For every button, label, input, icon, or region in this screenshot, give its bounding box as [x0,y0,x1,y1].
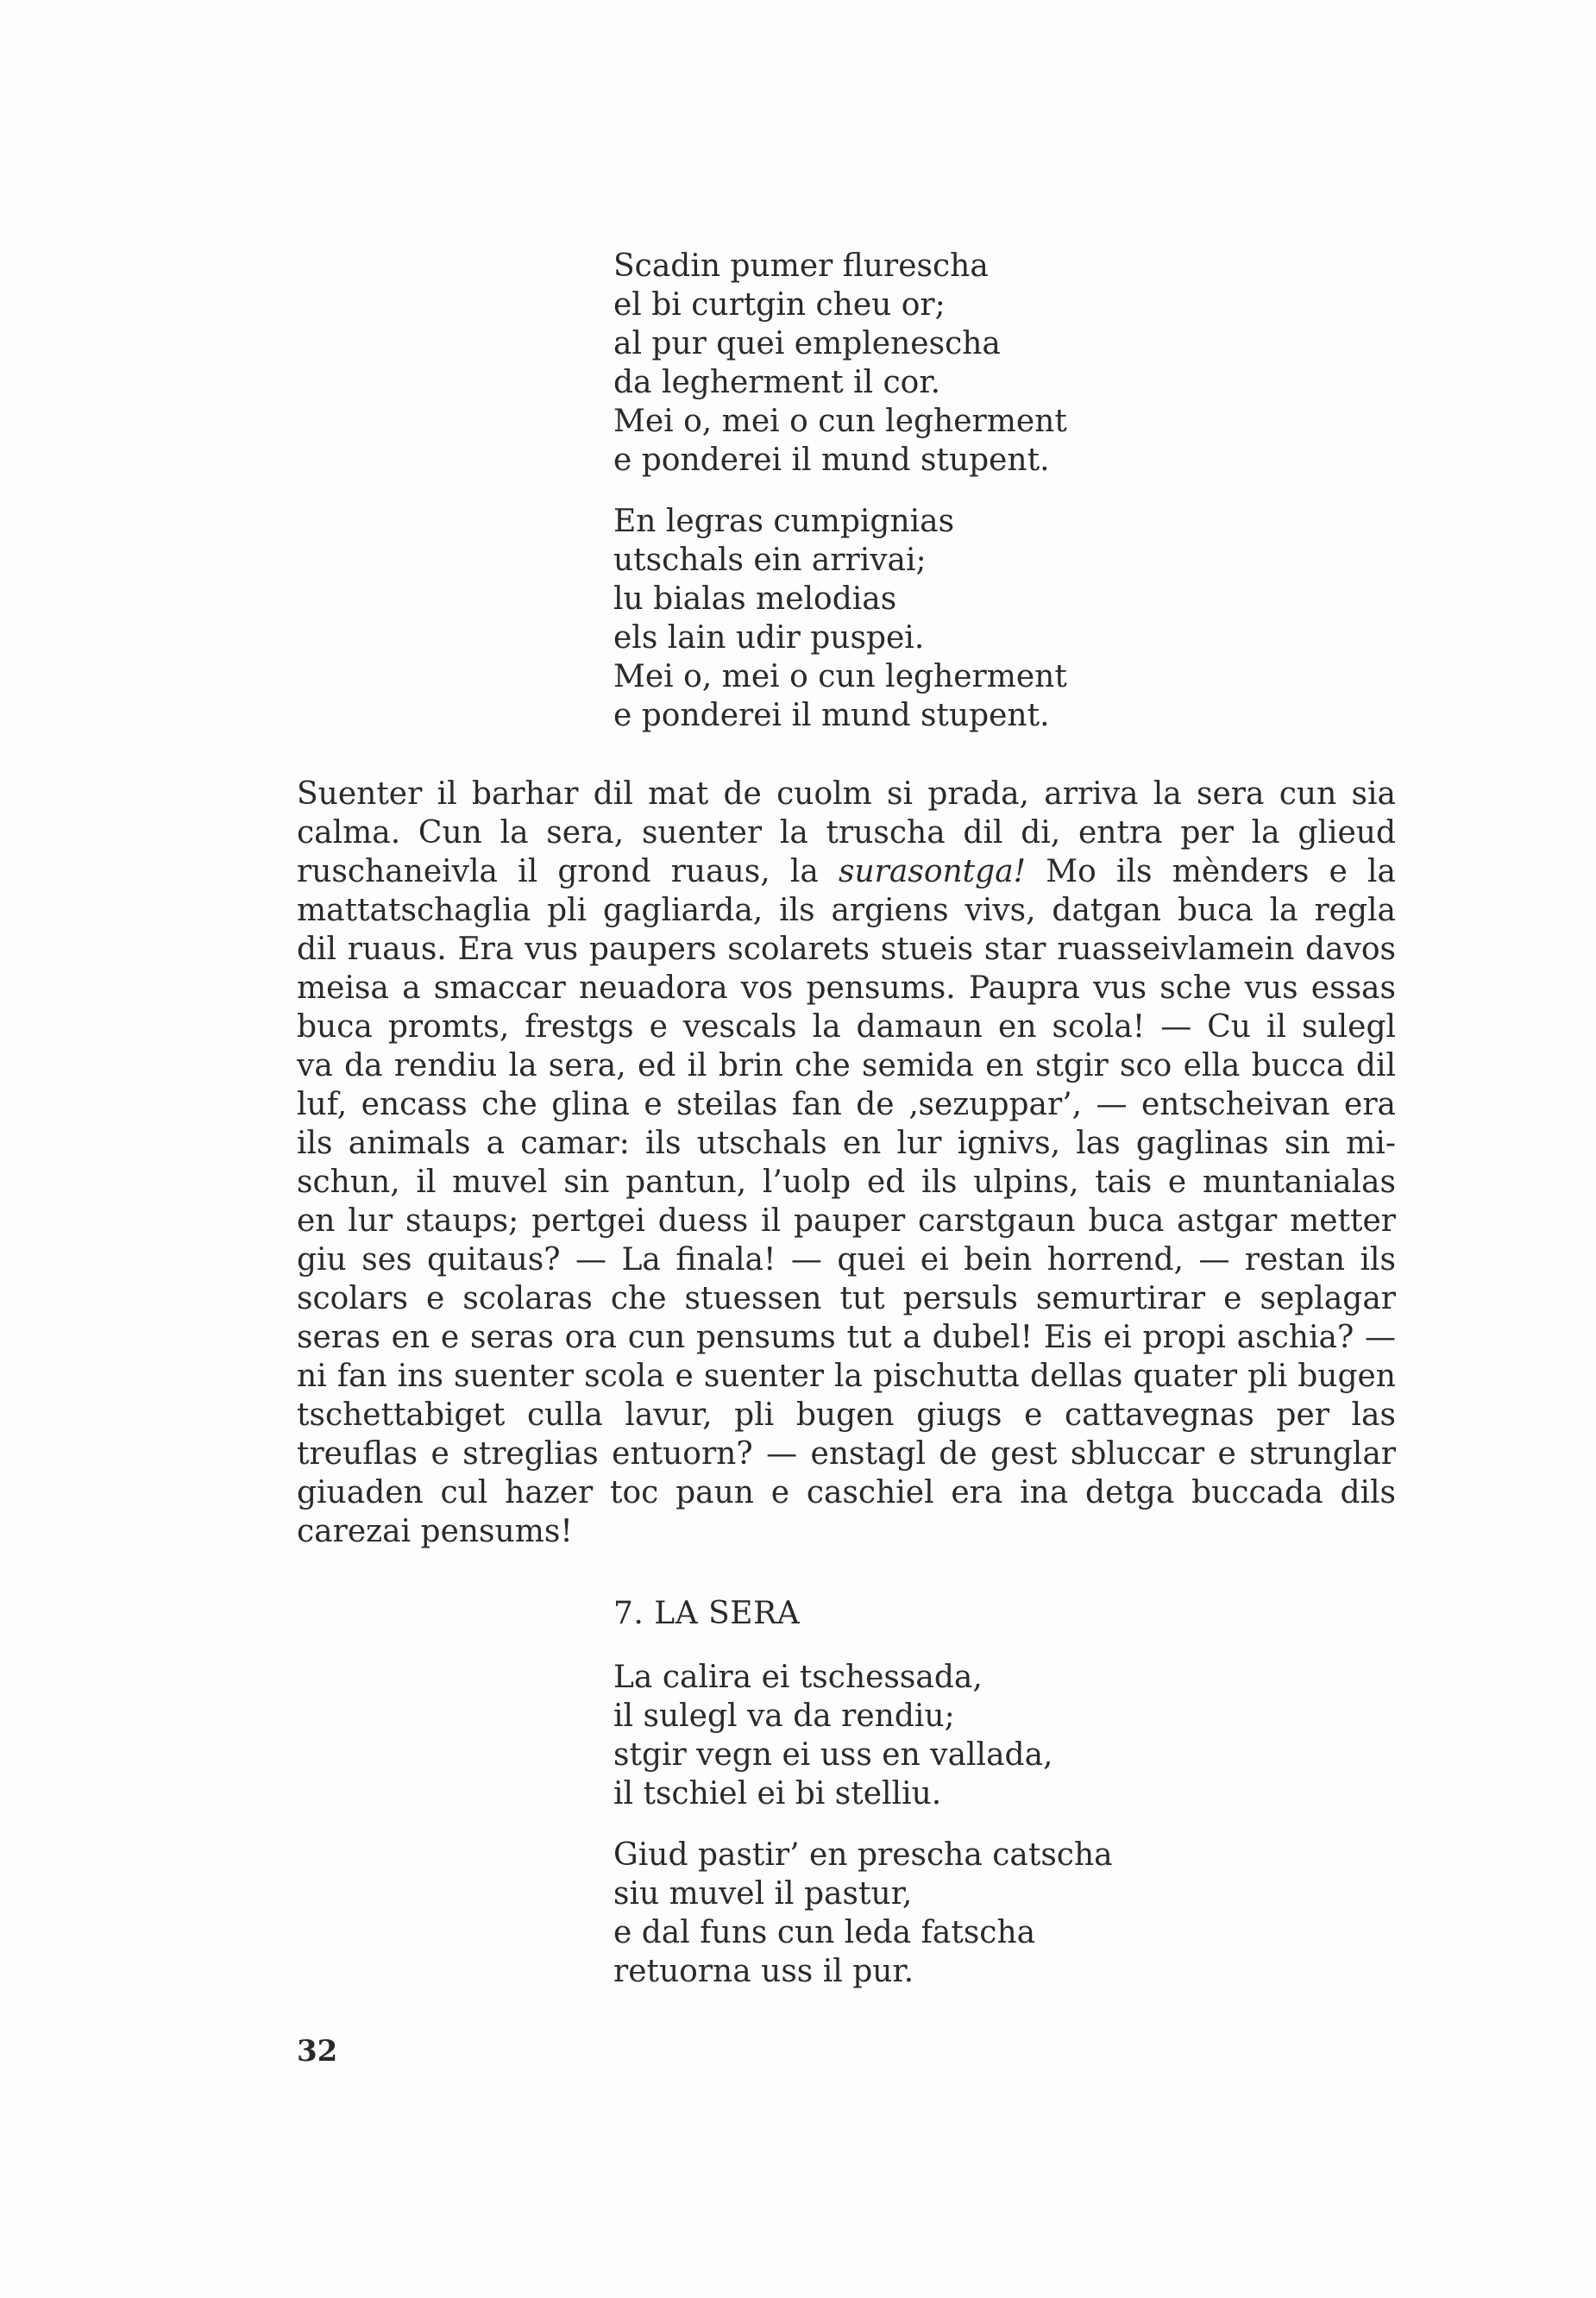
prose-line: va da rendiu la sera, ed il brin che semida en stgir sco ella bucca dil [297,1048,1396,1083]
prose-line: buca promts, frestgs e vescals la damaun en scola! — Cu il sulegl [297,1009,1396,1045]
prose-line: mattatschaglia pli gagliarda, ils argiens vivs, datgan buca la regla [297,893,1396,928]
verse-line: utschals ein arrivai; [613,543,927,578]
prose-line: giuaden cul hazer toc paun e caschiel era ina detga buccada dils [297,1475,1396,1510]
verse-line: siu muvel il pastur, [613,1876,913,1912]
verse-line: Mei o, mei o cun legherment [613,659,1067,694]
verse-line: Mei o, mei o cun legherment [613,404,1067,439]
poem-stanza [613,502,1067,735]
prose-line: en lur staups; pertgei duess il pauper carstgaun buca astgar metter [297,1203,1396,1239]
poem-stanza [613,1658,1052,1813]
prose-line: ni fan ins suenter scola e suenter la pischutta dellas quater pli bugen [297,1359,1396,1394]
prose-line: treuflas e streglias entuorn? — enstagl de gest sbluccar e strunglar [297,1436,1396,1472]
prose-line: tschettabiget culla lavur, pli bugen giugs e cattavegnas per las [297,1397,1396,1433]
poem-stanza [613,247,1067,480]
verse-line: e ponderei il mund stupent. [613,443,1050,478]
verse-line: e ponderei il mund stupent. [613,698,1050,733]
verse-line: retuorna uss il pur. [613,1954,914,1989]
prose-line: calma. Cun la sera, suenter la truscha dil di, entra per la glieud [297,815,1396,851]
verse-line: La calira ei tschessada, [613,1660,983,1695]
verse-line: el bi curtgin cheu or; [613,287,946,323]
verse-line: Scadin pumer flurescha [613,248,989,284]
page-number: 32 [297,2034,338,2069]
prose-line: meisa a smaccar neuadora vos pensums. Paupra vus sche vus essas [297,970,1396,1006]
prose-line: scolars e scolaras che stuessen tut persuls semurtirar e seplagar [297,1281,1396,1316]
section-heading: 7. LA SERA [613,1596,801,1631]
prose-line: luf, encass che glina e steilas fan de ‚sezuppar’, — entscheivan era [297,1087,1396,1122]
verse-line: e dal funs cun leda fatscha [613,1915,1036,1950]
poem-stanza [613,1836,1113,1991]
verse-line: al pur quei emplenescha [613,326,1001,361]
verse-line: Giud pastir’ en prescha catscha [613,1837,1113,1873]
verse-line: En legras cumpignias [613,504,955,539]
prose-line: schun, il muvel sin pantun, l’uolp ed ils ulpins, tais e muntanialas [297,1165,1396,1200]
prose-line: ruschaneivla il grond ruaus, la surasontga! Mo ils mènders e la [297,854,1396,889]
prose-line: Suenter il barhar dil mat de cuolm si prada, arriva la sera cun sia [297,776,1396,812]
italic-word: surasontga! [839,854,1027,889]
verse-line: il tschiel ei bi stelliu. [613,1776,942,1811]
verse-line: stgir vegn ei uss en vallada, [613,1737,1053,1773]
prose-paragraph [297,775,1396,1551]
verse-line: da legherment il cor. [613,365,941,400]
verse-line: il sulegl va da rendiu; [613,1698,955,1734]
prose-line: seras en e seras ora cun pensums tut a dubel! Eis ei propi aschia? — [297,1320,1396,1355]
prose-line: carezai pensums! [297,1514,573,1549]
prose-line: dil ruaus. Era vus paupers scolarets stueis star ruasseivlamein davos [297,932,1396,967]
verse-line: els lain udir puspei. [613,620,925,656]
prose-line: ils animals a camar: ils utschals en lur ignivs, las gaglinas sin mi- [297,1126,1396,1161]
verse-line: lu bialas melodias [613,581,897,617]
prose-line: giu ses quitaus? — La finala! — quei ei bein horrend, — restan ils [297,1242,1396,1278]
